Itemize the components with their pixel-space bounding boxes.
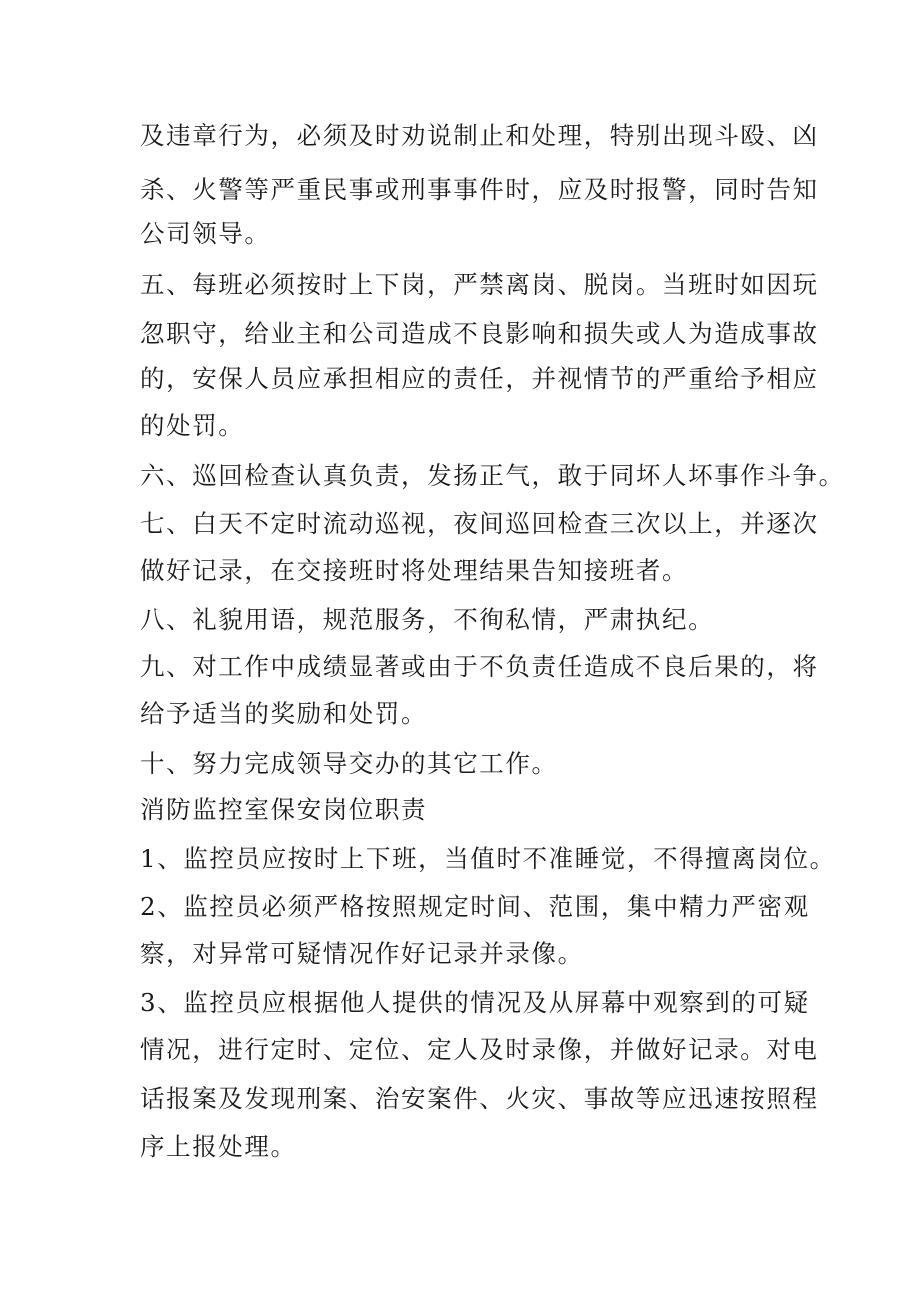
- text-line: 公司领导。: [140, 219, 271, 248]
- text-line: 序上报处理。: [140, 1132, 297, 1161]
- text-line: 3、监控员应根据他人提供的情况及从屏幕中观察到的可疑: [140, 988, 810, 1017]
- text-line: 八、礼貌用语，规范服务，不徇私情，严肃执纪。: [140, 605, 715, 634]
- text-line: 的处罚。: [140, 411, 245, 440]
- text-line: 给予适当的奖励和处罚。: [140, 699, 428, 728]
- text-line: 的，安保人员应承担相应的责任，并视情节的严重给予相应: [140, 364, 819, 393]
- text-line: 察，对异常可疑情况作好记录并录像。: [140, 939, 584, 968]
- text-line: 杀、火警等严重民事或刑事事件时，应及时报警，同时告知: [140, 175, 819, 204]
- section-heading: 消防监控室保安岗位职责: [140, 795, 428, 824]
- text-line: 六、巡回检查认真负责，发扬正气，敢于同坏人坏事作斗争。: [140, 461, 845, 490]
- text-line: 2、监控员必须严格按照规定时间、范围，集中精力严密观: [140, 892, 810, 921]
- text-line: 九、对工作中成绩显著或由于不负责任造成不良后果的，将: [140, 652, 819, 681]
- text-line: 忽职守，给业主和公司造成不良影响和损失或人为造成事故: [140, 319, 819, 348]
- text-line: 做好记录，在交接班时将处理结果告知接班者。: [140, 556, 689, 585]
- text-line: 话报案及发现刑案、治安案件、火灾、事故等应迅速按照程: [140, 1084, 819, 1113]
- text-line: 情况，进行定时、定位、定人及时录像，并做好记录。对电: [140, 1035, 819, 1064]
- text-line: 1、监控员应按时上下班，当值时不准睡觉，不得擅离岗位。: [140, 844, 836, 873]
- text-line: 七、白天不定时流动巡视，夜间巡回检查三次以上，并逐次: [140, 509, 819, 538]
- text-line: 及违章行为，必须及时劝说制止和处理，特别出现斗殴、凶: [140, 121, 819, 150]
- text-line: 十、努力完成领导交办的其它工作。: [140, 749, 558, 778]
- text-line: 五、每班必须按时上下岗，严禁离岗、脱岗。当班时如因玩: [140, 270, 819, 299]
